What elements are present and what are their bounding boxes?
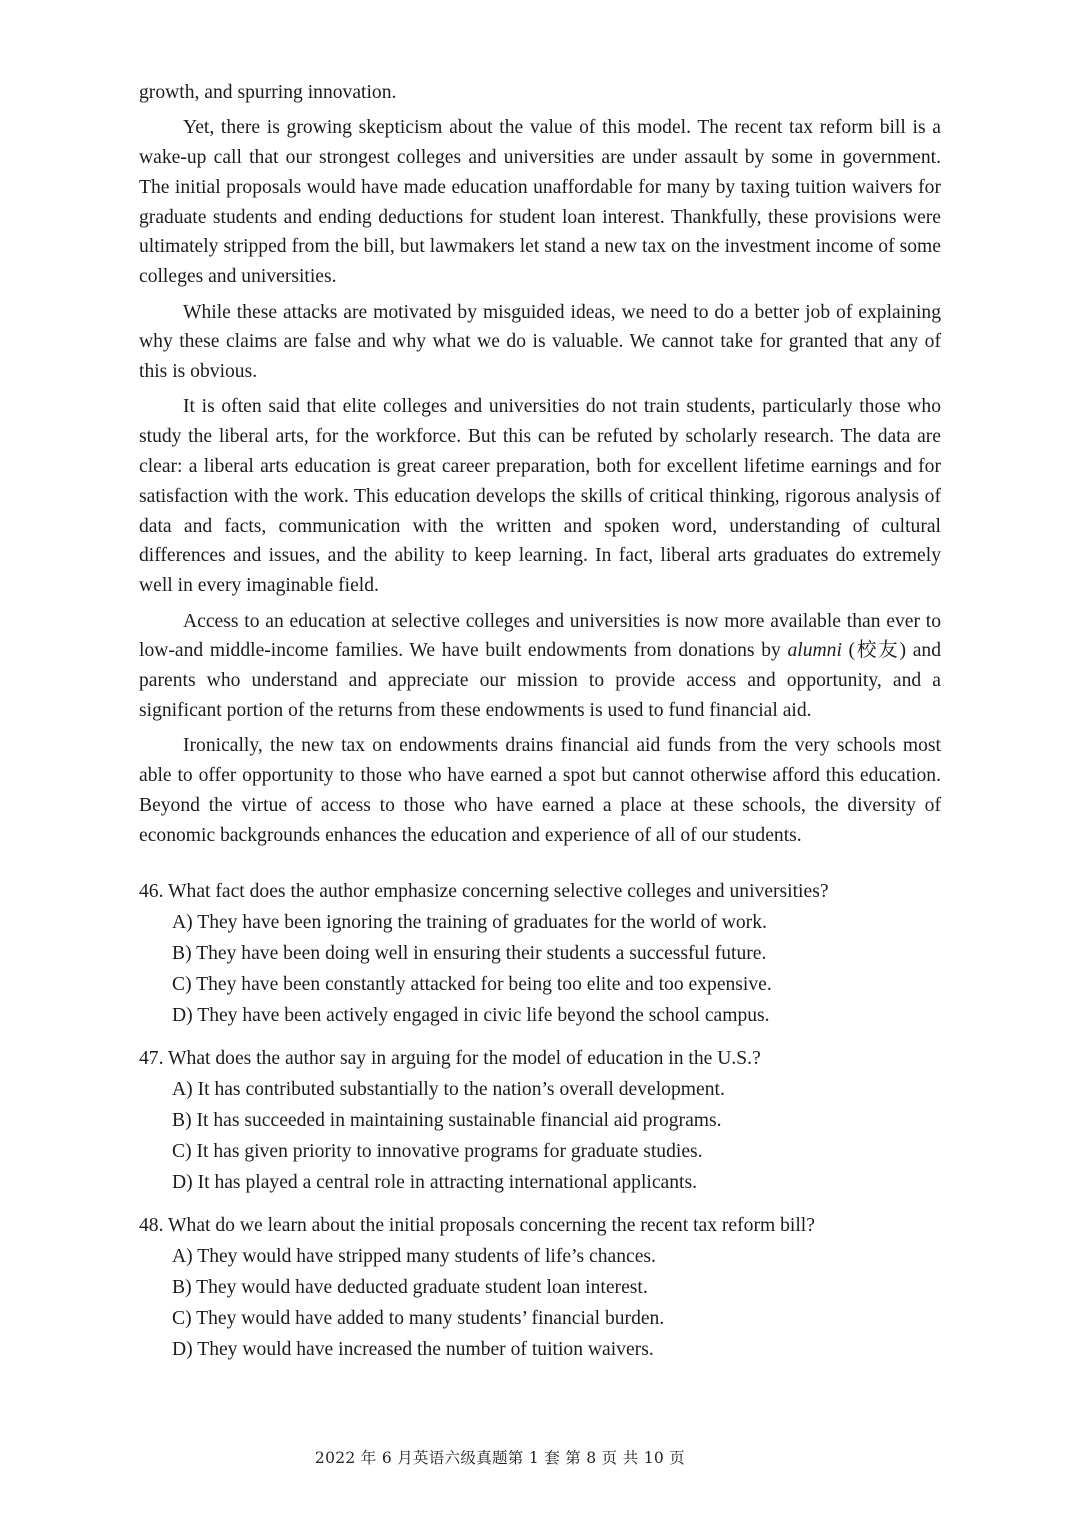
option-a: A) It has contributed substantially to the nation’s overall development. — [172, 1079, 725, 1101]
option-d: D) They would have increased the number of tuition waivers. — [172, 1339, 654, 1361]
option-b: B) It has succeeded in maintaining sustainable financial aid programs. — [172, 1110, 722, 1132]
option-b: B) They have been doing well in ensuring their students a successful future. — [172, 943, 767, 965]
access-text-end: and parents who understand and appreciate our mission to provide access and opportunity, and a significant portion of the returns from these endowments is used to fund financial aid. — [139, 640, 941, 721]
option-d: D) They have been actively engaged in civic life beyond the school campus. — [172, 1005, 770, 1027]
passage-paragraph-tax-reform: Yet, there is growing skepticism about the value of this model. The recent tax reform bill is a wake-up call that our strongest colleges and universities are under assault by some in government. The initial proposals would have made education unaffordable for many by taxing tuition waivers for graduate students and ending deductions for student loan interest. Thankfully, these provisions were ultimately stripped from the bill, but lawmakers let stand a new tax on the investment income of some colleges and universities. — [139, 117, 941, 288]
passage-paragraph-continued: growth, and spurring innovation. — [139, 82, 397, 103]
option-a: A) They have been ignoring the training of graduates for the world of work. — [172, 912, 767, 934]
exam-page — [139, 78, 941, 1377]
passage-paragraph-attacks: While these attacks are motivated by misguided ideas, we need to do a better job of explaining why these claims are false and why what we do is valuable. We cannot take for granted that any of this is obvious. — [139, 301, 941, 383]
passage-paragraph-liberal-arts: It is often said that elite colleges and universities do not train students, particularly those who study the liberal arts, for the workforce. But this can be refuted by scholarly research. The data are clear: a liberal arts education is great career preparation, both for excellent lifetime earnings and for satisfaction with the work. This education develops the skills of critical thinking, rigorous analysis of data and facts, communication with the written and spoken word, understanding of cultural differences and issues, and the ability to keep learning. In fact, liberal arts graduates do extremely well in every imaginable field. — [139, 396, 941, 597]
question-48 — [139, 1210, 941, 1365]
question-stem: 47. What does the author say in arguing for the model of education in the U.S.? — [139, 1048, 761, 1070]
option-c: C) They would have added to many students’ financial burden. — [172, 1308, 665, 1330]
option-c: C) It has given priority to innovative programs for graduate studies. — [172, 1141, 703, 1163]
option-d: D) It has played a central role in attracting international applicants. — [172, 1172, 698, 1194]
question-list — [139, 876, 941, 1365]
glossary-term: alumni — [787, 640, 842, 662]
access-text-start: Access to an education at selective colleges and universities is now more available than ever to low-and middle-income families. We have built endowments from donations by — [139, 610, 941, 662]
question-46 — [139, 876, 941, 1031]
option-a: A) They would have stripped many students of life’s chances. — [172, 1246, 656, 1268]
question-stem: 46. What fact does the author emphasize concerning selective colleges and universities? — [139, 881, 829, 903]
passage-paragraph-access — [139, 607, 941, 726]
reading-passage — [139, 78, 941, 850]
page-footer: 2022 年 6 月英语六级真题第 1 套 第 8 页 共 10 页 — [314, 1449, 686, 1467]
option-c: C) They have been constantly attacked for being too elite and too expensive. — [172, 974, 772, 996]
question-stem: 48. What do we learn about the initial proposals concerning the recent tax reform bill? — [139, 1215, 815, 1237]
glossary-translation: (校友) — [841, 640, 907, 662]
question-47 — [139, 1043, 941, 1198]
passage-paragraph-endowment-tax: Ironically, the new tax on endowments drains financial aid funds from the very schools most able to offer opportunity to those who have earned a spot but cannot otherwise afford this education. Beyond the virtue of access to those who have earned a place at these schools, the diversity of economic backgrounds enhances the education and experience of all of our students. — [139, 735, 941, 846]
option-b: B) They would have deducted graduate student loan interest. — [172, 1277, 648, 1299]
